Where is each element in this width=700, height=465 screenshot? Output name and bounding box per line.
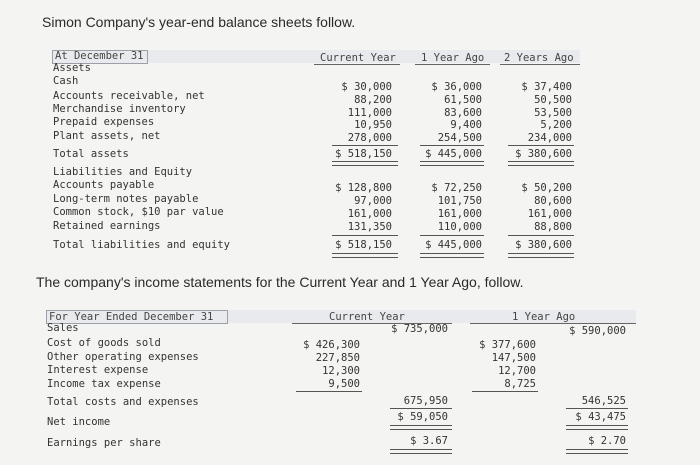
balance-header-label: At December 31 — [55, 50, 144, 62]
assets-heading: Assets — [53, 62, 91, 74]
col-1-year-ago: 1 Year Ago — [421, 52, 485, 64]
col-current-year: Current Year — [320, 52, 396, 64]
liabilities-heading: Liabilities and Equity — [53, 166, 193, 178]
income-title: The company's income statements for the Current Year and 1 Year Ago, follow. — [36, 274, 524, 290]
income-header-label: For Year Ended December 31 — [49, 311, 214, 323]
income-col-current: Current Year — [329, 311, 405, 323]
page-title: Simon Company's year-end balance sheets follow. — [42, 14, 356, 30]
col-2-years-ago: 2 Years Ago — [504, 52, 574, 64]
income-col-prev: 1 Year Ago — [512, 311, 576, 323]
